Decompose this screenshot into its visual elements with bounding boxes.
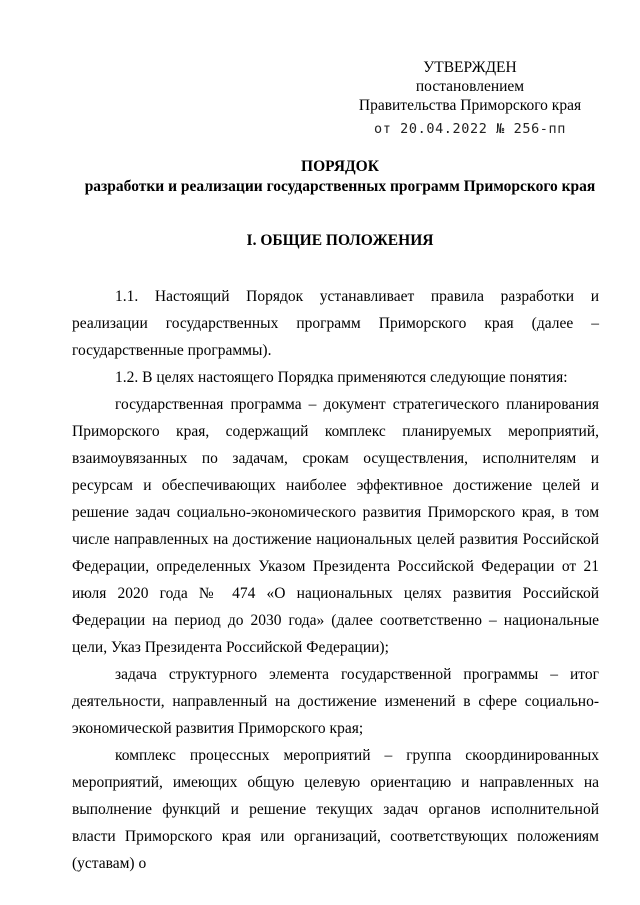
paragraph-definition-complex: комплекс процессных мероприятий – группа скоординированных мероприятий, имеющих общую целевую ориентацию и направленных на выполнение функций и решение текущих задач органов исполнительной власти Приморского края или организаций, соответствующих положениям (уставам) о xyxy=(72,747,599,872)
document-title xyxy=(40,157,640,197)
approval-block xyxy=(340,58,600,139)
document-title-subtitle: разработки и реализации государственных программ Приморского края xyxy=(84,178,596,195)
document-body xyxy=(72,283,599,877)
paragraph-1-2: 1.2. В целях настоящего Порядка применяются следующие понятия: xyxy=(115,369,568,386)
approval-date-number: от 20.04.2022 № 256-пп xyxy=(373,121,566,137)
section-heading: I. ОБЩИЕ ПОЛОЖЕНИЯ xyxy=(246,232,434,249)
approval-title: УТВЕРЖДЕН xyxy=(423,59,517,76)
approval-government: Правительства Приморского края xyxy=(358,97,582,114)
paragraph-definition-task: задача структурного элемента государственной программы – итог деятельности, направленный на достижение изменений в сфере социально-экономической развития Приморского края; xyxy=(72,666,599,737)
document-title-main: ПОРЯДОК xyxy=(301,158,379,175)
paragraph-definition-state-program: государственная программа – документ стратегического планирования Приморского края, содержащий комплекс планируемых мероприятий, взаимоувязанных по задачам, срокам осуществления, исполнителям и ресурсам и обеспечивающих наиболее эффективное достижение целей и решение задач социально-экономического развития Приморского края, в том числе направленных на достижение национальных целей развития Российской Федерации, определенных Указом Президента Российской Федерации от 21 июля 2020 года № 474 «О национальных целях развития Российской Федерации на период до 2030 года» (далее соответственно – национальные цели, Указ Президента Российской Федерации); xyxy=(72,396,599,656)
paragraph-1-1: 1.1. Настоящий Порядок устанавливает правила разработки и реализации государственных программ Приморского края (далее – государственные программы). xyxy=(72,288,599,359)
approval-resolution: постановлением xyxy=(415,78,525,95)
